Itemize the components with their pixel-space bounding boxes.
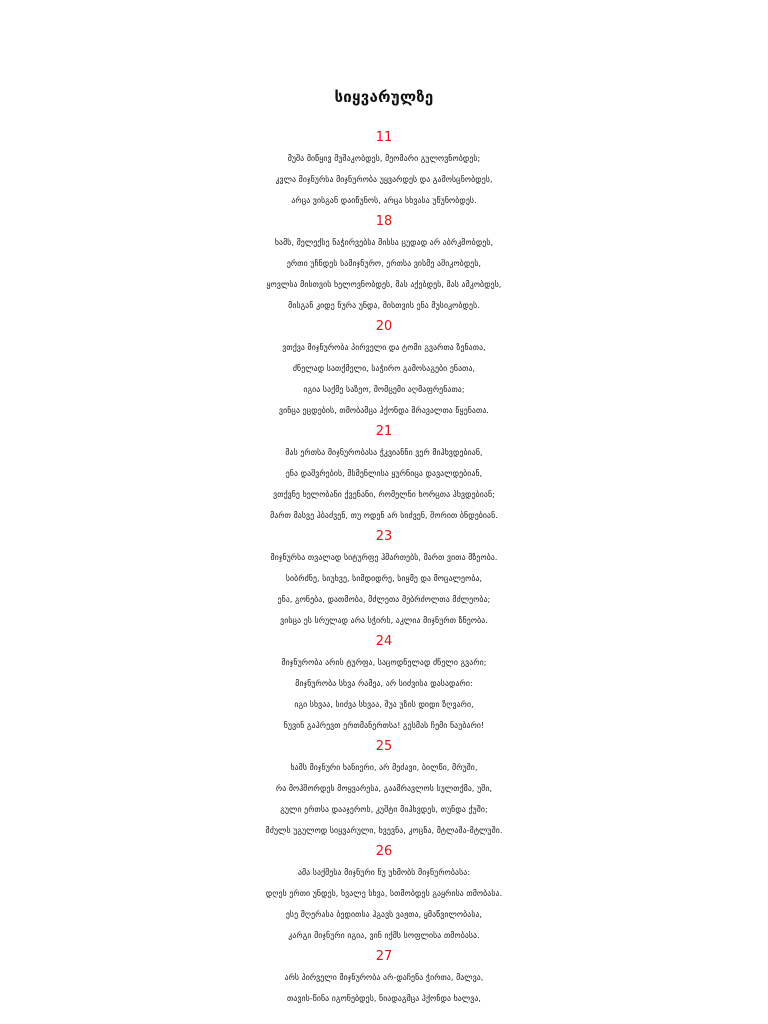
verse-line: ვთქვნე ხელობანი ქვენანი, რომელნი ხორცთა ჰხვდებიან; [273, 490, 495, 499]
verse-line: ამა საქმესა მიჯნური ნუ უხმობს მიჯნურობასა: [297, 868, 471, 877]
verse-line: მართ მასვე ჰბაძვენ, თუ ოდენ არ სიძვენ, შორით ბნდებიან. [270, 511, 498, 520]
verse-line: არს პირველი მიჯნურობა არ-დაჩენა ჭირთა, მალვა, [284, 973, 484, 982]
stanza [0, 127, 768, 211]
stanza-number: 26 [375, 844, 393, 859]
stanza-number: 11 [375, 130, 393, 145]
verse-line: კარგი მიჯნური იგია, ვინ იქმს სოფლისა თმობასა. [288, 931, 480, 940]
verse-line: სიბრძნე, სიუხვე, სიმდიდრე, სიყმე და მოცალეობა, [285, 574, 483, 583]
poem-title: სიყვარულზე [334, 88, 434, 106]
stanza-number: 18 [375, 214, 393, 229]
verse-line: დღეს ერთი უნდეს, ხვალე სხვა, სთმობდეს გაყრისა თმობასა. [265, 889, 503, 898]
verse-line: ვისცა ეს სრულად არა სჭირს, აკლია მიჯნურთ ზნეობა. [280, 616, 488, 625]
stanza-number: 20 [375, 319, 393, 334]
stanza-number: 25 [375, 739, 393, 754]
verse-line: ხამს, მელექსე ნაჭირვებსა მისსა ცუდად არ აბრკმობდეს, [274, 238, 494, 247]
stanza-number: 23 [375, 529, 393, 544]
verse-line: მიჯნურობა სხვა რამეა, არ სიძვისა დასადარი: [295, 679, 473, 688]
verse-line: ერთი უჩნდეს სამიჯნურო, ერთსა ვისმე აშიკობდეს, [286, 259, 482, 268]
verse-line: მძულს უგულოდ სიყვარული, ხვევნა, კოცნა, მტლაშა-მტლუში. [265, 826, 503, 835]
verse-line: მიჯნურობა არის ტურფა, საცოდნელად ძნელი გვარი; [281, 658, 487, 667]
verse-line: არცა ვისგან დაიწუნოს, არცა სხვასა უწუნობდეს. [291, 196, 477, 205]
verse-line: იგია საქმე საზეო, მომცემი აღმაფრენათა; [303, 385, 465, 394]
verse-line: თავის-წინა იგონებდეს, ნიადაგმცა ჰქონდა ხალვა, [287, 994, 481, 1003]
verse-line: ნუვინ გაჰრევთ ერთმანერთსა! გესმას ჩემი ნაუბარი! [283, 721, 485, 730]
verse-line: კვლა მიჯნურსა მიჯნურობა უყვარდეს და გამოსცნობდეს, [275, 175, 493, 184]
verse-line: ყოვლსა მისთვის ხელოვნობდეს, მას აქებდეს, მას ამკობდეს, [266, 280, 502, 289]
stanza [0, 841, 768, 946]
poem-body [0, 127, 768, 1009]
stanza-number: 27 [375, 949, 393, 964]
verse-line: გული ერთსა დააჯეროს, კუშტი მიჰხვდეს, თუნდა ქუში; [280, 805, 488, 814]
stanza-number: 21 [375, 424, 393, 439]
verse-line: მუშა მიწყივ მუშაკობდეს, მეომარი გულოვნობდეს; [287, 154, 481, 163]
verse-line: ძნელად სათქმელი, საჭირო გამოსაგები ენათა, [292, 364, 476, 373]
verse-line: ენა დაშვრების, მსმენლისა ყურნიცა დავალდებიან, [285, 469, 483, 478]
verse-line: რა მოჰშორდეს მოყვარესა, გაამრავლოს სულთქმა, უში, [275, 784, 493, 793]
stanza [0, 526, 768, 631]
verse-line: იგი სხვაა, სიძვა სხვაა, შუა უზის დიდი ზღვარი, [294, 700, 474, 709]
verse-line: ენა, გონება, დათმობა, მძლეთა მებრძოლთა მძლეობა; [277, 595, 491, 604]
stanza [0, 211, 768, 316]
verse-line: ვინცა ეცდების, თმობამცა ჰქონდა მრავალთა წყენათა. [279, 406, 489, 415]
verse-line: ვთქვა მიჯნურობა პირველი და ტომი გვართა ზენათა, [282, 343, 486, 352]
stanza [0, 421, 768, 526]
verse-line: მიჯნურსა თვალად სიტურფე ჰმართებს, მართ ვითა მზეობა. [270, 553, 498, 562]
verse-line: ესე მღერასა ბედითსა ჰგავს ვაჟთა, ყმაწვილობასა, [285, 910, 483, 919]
stanza [0, 736, 768, 841]
stanza [0, 316, 768, 421]
verse-line: მისგან კიდე ნურა უნდა, მისთვის ენა მუსიკობდეს. [288, 301, 480, 310]
stanza [0, 946, 768, 1009]
stanza-number: 24 [375, 634, 393, 649]
verse-line: მას ერთსა მიჯნურობასა ჭკვიანნი ვერ მიჰხვდებიან, [285, 448, 483, 457]
stanza [0, 631, 768, 736]
verse-line: ხამს მიჯნური ხანიერი, არ მეძავი, ბილწი, მრუში, [290, 763, 478, 772]
